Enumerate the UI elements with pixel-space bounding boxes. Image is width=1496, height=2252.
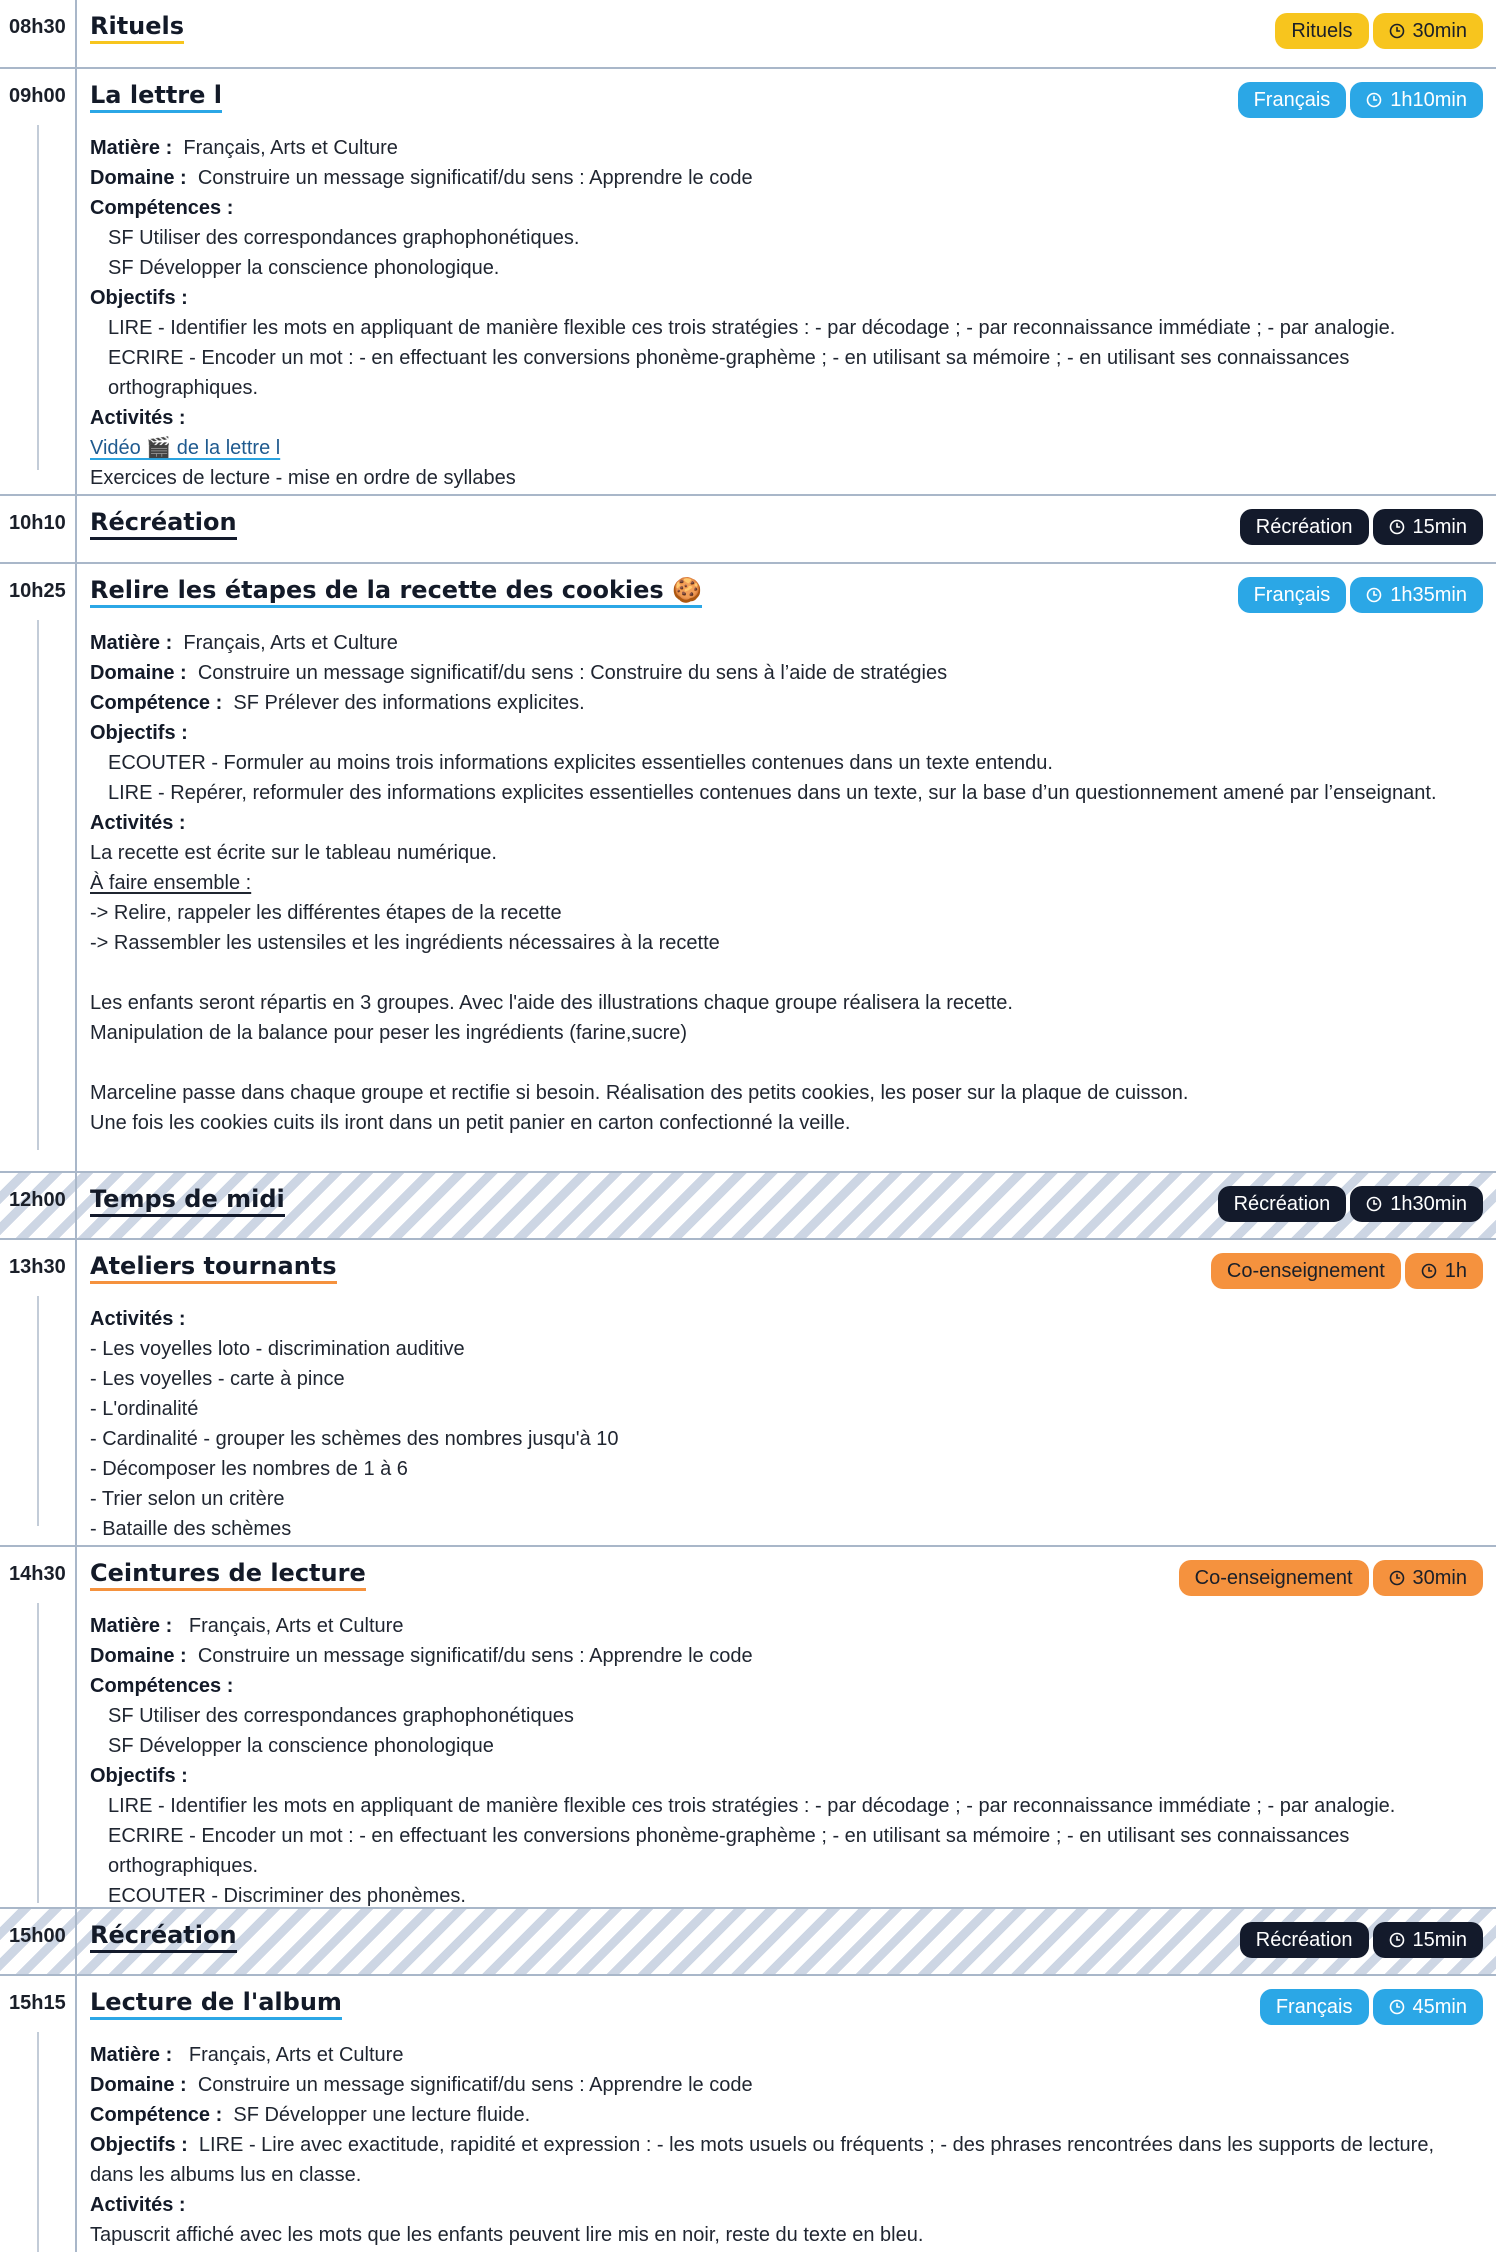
schedule-slot-lecture-album [0, 1976, 1496, 2252]
slot-time: 10h25 [9, 580, 66, 602]
clock-icon [1389, 1999, 1405, 2015]
activites-label: Activités : [90, 2194, 186, 2216]
schedule-slot-lettre-l [0, 69, 1496, 494]
slot-time: 13h30 [9, 1256, 66, 1278]
matiere-label: Matière : [90, 1615, 173, 1637]
duration-label: 1h35min [1390, 584, 1467, 606]
activite-item: - Les voyelles loto - discrimination auditive [90, 1338, 465, 1360]
competence-item: SF Utiliser des correspondances graphophonétiques [108, 1705, 574, 1727]
duration-tag[interactable] [1350, 1186, 1483, 1222]
slot-tags [1179, 1560, 1483, 1596]
duration-label: 45min [1412, 1996, 1467, 2018]
clock-icon [1389, 1570, 1405, 1586]
duration-label: 1h10min [1390, 89, 1467, 111]
paragraph-line: Manipulation de la balance pour peser les ingrédients (farine,sucre) [90, 1022, 688, 1044]
clock-icon [1366, 587, 1382, 603]
subject-tag[interactable]: Français [1238, 82, 1347, 118]
matiere-value: Français, Arts et Culture [188, 1615, 404, 1637]
objectif-item: ECOUTER - Formuler au moins trois informations explicites essentielles contenues dans un texte entendu. [108, 752, 1053, 774]
slot-details [90, 1304, 1470, 1544]
competence-label: Compétence : [90, 2104, 223, 2126]
activite-item: Exercices de lecture - mise en ordre de syllabes [90, 467, 516, 489]
duration-tag[interactable] [1350, 577, 1483, 613]
subject-tag[interactable]: Récréation [1218, 1186, 1347, 1222]
domaine-value: Construire un message significatif/du sens : Apprendre le code [197, 2074, 753, 2096]
clock-icon [1421, 1263, 1437, 1279]
subject-tag[interactable]: Français [1260, 1989, 1369, 2025]
objectif-inline: LIRE - Lire avec exactitude, rapidité et expression : - les mots usuels ou fréquents ; - des phrases rencontrées dans les supports de lecture, dans les albums lus en classe. [90, 2134, 1434, 2186]
subject-tag[interactable]: Récréation [1240, 1922, 1369, 1958]
duration-label: 1h30min [1390, 1193, 1467, 1215]
slot-tags [1211, 1253, 1483, 1289]
domaine-value: Construire un message significatif/du sens : Construire du sens à l’aide de stratégies [197, 662, 948, 684]
domaine-label: Domaine : [90, 662, 187, 684]
duration-tag[interactable] [1373, 13, 1483, 49]
slot-tags [1240, 1922, 1483, 1958]
activite-item: - Décomposer les nombres de 1 à 6 [90, 1458, 408, 1480]
paragraph-line: Marceline passe dans chaque groupe et rectifie si besoin. Réalisation des petits cookies, les poser sur la plaque de cuisson. [90, 1082, 1189, 1104]
duration-label: 30min [1412, 20, 1467, 42]
activite-item: - Bataille des schèmes [90, 1518, 292, 1540]
activite-item: - Les voyelles - carte à pince [90, 1368, 345, 1390]
schedule-slot-ceintures-lecture [0, 1547, 1496, 1907]
slot-title[interactable]: Récréation [90, 508, 237, 540]
slot-title[interactable]: Ceintures de lecture [90, 1559, 366, 1591]
competence-item: SF Développer la conscience phonologique. [108, 257, 500, 279]
activite-item: -> Rassembler les ustensiles et les ingrédients nécessaires à la recette [90, 932, 720, 954]
slot-title[interactable]: Temps de midi [90, 1185, 285, 1217]
slot-time: 10h10 [9, 512, 66, 534]
slot-title[interactable]: Relire les étapes de la recette des cookies 🍪 [90, 576, 702, 608]
schedule-slot-recreation-2 [0, 1909, 1496, 1974]
paragraph-line: Les enfants seront répartis en 3 groupes. Avec l'aide des illustrations chaque groupe réalisera la recette. [90, 992, 1013, 1014]
slot-details [90, 628, 1470, 1138]
duration-tag[interactable] [1373, 1922, 1483, 1958]
slot-details [90, 1611, 1470, 1911]
activite-item: -> Relire, rappeler les différentes étapes de la recette [90, 902, 562, 924]
objectif-item: ECRIRE - Encoder un mot : - en effectuant les conversions phonème-graphème ; - en utilisant sa mémoire ; - en utilisant ses connaissances orthographiques. [108, 347, 1350, 399]
duration-label: 15min [1412, 1929, 1467, 1951]
objectif-item: ECRIRE - Encoder un mot : - en effectuant les conversions phonème-graphème ; - en utilisant sa mémoire ; - en utilisant ses connaissances orthographiques. [108, 1825, 1350, 1877]
slot-title[interactable]: Ateliers tournants [90, 1252, 337, 1284]
matiere-label: Matière : [90, 2044, 173, 2066]
slot-time: 15h00 [9, 1925, 66, 1947]
activite-item: - L'ordinalité [90, 1398, 199, 1420]
slot-time: 14h30 [9, 1563, 66, 1585]
subject-tag[interactable]: Co-enseignement [1211, 1253, 1401, 1289]
slot-time: 15h15 [9, 1992, 66, 2014]
competences-label: Compétences : [90, 197, 234, 219]
slot-title[interactable]: Lecture de l'album [90, 1988, 342, 2020]
slot-title[interactable]: La lettre l [90, 81, 222, 113]
domaine-label: Domaine : [90, 167, 187, 189]
matiere-label: Matière : [90, 632, 173, 654]
slot-time: 09h00 [9, 85, 66, 107]
objectifs-label: Objectifs : [90, 287, 188, 309]
schedule-slot-recreation [0, 496, 1496, 562]
activite-item: Tapuscrit affiché avec les mots que les enfants peuvent lire mis en noir, reste du texte en bleu. [90, 2224, 924, 2246]
clock-icon [1389, 519, 1405, 535]
schedule-slot-rituels [0, 0, 1496, 68]
duration-label: 1h [1444, 1260, 1467, 1282]
slot-tags [1240, 509, 1483, 545]
slot-tags [1218, 1186, 1483, 1222]
competence-item: SF Développer la conscience phonologique [108, 1735, 494, 1757]
activites-label: Activités : [90, 812, 186, 834]
slot-tags [1275, 13, 1483, 49]
slot-details [90, 2040, 1470, 2250]
subject-tag[interactable]: Français [1238, 577, 1347, 613]
objectifs-label: Objectifs : [90, 2134, 188, 2156]
subject-tag[interactable]: Rituels [1275, 13, 1368, 49]
activites-label: Activités : [90, 1308, 186, 1330]
clock-icon [1366, 1196, 1382, 1212]
objectifs-label: Objectifs : [90, 722, 188, 744]
objectifs-label: Objectifs : [90, 1765, 188, 1787]
duration-tag[interactable] [1373, 509, 1483, 545]
objectif-item: LIRE - Identifier les mots en appliquant de manière flexible ces trois stratégies : - par décodage ; - par reconnaissance immédiate ; - par analogie. [108, 317, 1396, 339]
competence-value: SF Développer une lecture fluide. [233, 2104, 531, 2126]
clock-icon [1389, 23, 1405, 39]
domaine-value: Construire un message significatif/du sens : Apprendre le code [197, 1645, 753, 1667]
slot-tags [1238, 577, 1483, 613]
activites-label: Activités : [90, 407, 186, 429]
activite-item: - Trier selon un critère [90, 1488, 285, 1510]
duration-tag[interactable] [1373, 1989, 1483, 2025]
clock-icon [1389, 1932, 1405, 1948]
matiere-label: Matière : [90, 137, 173, 159]
duration-label: 30min [1412, 1567, 1467, 1589]
competence-label: Compétence : [90, 692, 223, 714]
matiere-value: Français, Arts et Culture [188, 2044, 404, 2066]
competence-item: SF Utiliser des correspondances graphophonétiques. [108, 227, 580, 249]
subject-tag[interactable]: Récréation [1240, 509, 1369, 545]
competences-label: Compétences : [90, 1675, 234, 1697]
matiere-value: Français, Arts et Culture [183, 632, 398, 654]
schedule-slot-temps-de-midi [0, 1173, 1496, 1238]
clock-icon [1366, 92, 1382, 108]
paragraph-line: Une fois les cookies cuits ils iront dans un petit panier en carton confectionné la veille. [90, 1112, 851, 1134]
duration-tag[interactable] [1405, 1253, 1483, 1289]
slot-title[interactable]: Récréation [90, 1921, 237, 1953]
activites-intro: La recette est écrite sur le tableau numérique. [90, 842, 497, 864]
objectif-item: LIRE - Identifier les mots en appliquant de manière flexible ces trois stratégies : - par décodage ; - par reconnaissance immédiate ; - par analogie. [108, 1795, 1396, 1817]
objectif-item: LIRE - Repérer, reformuler des informations explicites essentielles contenues dans un texte, sur la base d’un questionnement amené par l’enseignant. [108, 782, 1437, 804]
schedule-slot-recette-cookies [0, 564, 1496, 1171]
slot-tags [1238, 82, 1483, 118]
competence-value: SF Prélever des informations explicites. [233, 692, 585, 714]
slot-details [90, 133, 1470, 493]
slot-title[interactable]: Rituels [90, 12, 184, 44]
subject-tag[interactable]: Co-enseignement [1179, 1560, 1369, 1596]
domaine-value: Construire un message significatif/du sens : Apprendre le code [197, 167, 753, 189]
schedule-slot-ateliers-tournants [0, 1240, 1496, 1545]
slot-time: 08h30 [9, 16, 66, 38]
domaine-label: Domaine : [90, 2074, 187, 2096]
activites-subheading: À faire ensemble : [90, 872, 252, 894]
activite-item: - Cardinalité - grouper les schèmes des nombres jusqu'à 10 [90, 1428, 619, 1450]
video-link[interactable]: Vidéo 🎬 de la lettre l [90, 437, 281, 459]
slot-tags [1260, 1989, 1483, 2025]
duration-tag[interactable] [1373, 1560, 1483, 1596]
duration-tag[interactable] [1350, 82, 1483, 118]
objectif-item: ECOUTER - Discriminer des phonèmes. [108, 1885, 466, 1907]
matiere-value: Français, Arts et Culture [183, 137, 398, 159]
slot-time: 12h00 [9, 1189, 66, 1211]
domaine-label: Domaine : [90, 1645, 187, 1667]
duration-label: 15min [1412, 516, 1467, 538]
